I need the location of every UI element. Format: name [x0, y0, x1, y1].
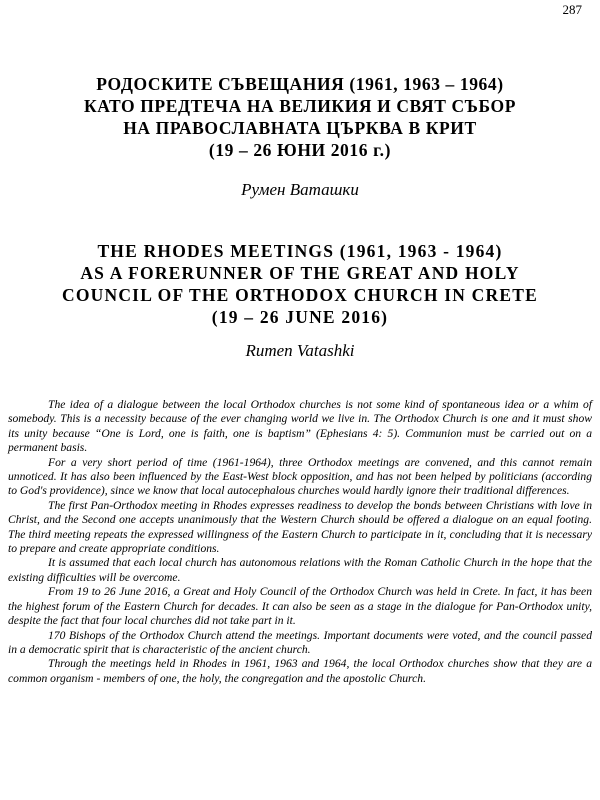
abstract-paragraph: It is assumed that each local church has autonomous relations with the Roman Catholic Church in the hope that the existing difficulties will be overcome. [8, 556, 592, 584]
bulgarian-title-line: (19 – 26 ЮНИ 2016 г.) [208, 140, 392, 160]
abstract-paragraph: 170 Bishops of the Orthodox Church attend the meetings. Important documents were voted, and the council passed in a democratic spirit that is characteristic of the ancient church. [8, 628, 592, 656]
bulgarian-title-line: РОДОСКИТЕ СЪВЕЩАНИЯ (1961, 1963 – 1964) [96, 74, 504, 94]
bulgarian-title-line: КАТО ПРЕДТЕЧА НА ВЕЛИКИЯ И СВЯТ СЪБОР [84, 96, 516, 116]
bulgarian-author: Румен Ваташки [241, 180, 359, 199]
abstract-paragraph: The idea of a dialogue between the local Orthodox churches is not some kind of spontaneous idea or a whim of somebody. This is a necessity because of the ever changing world we live in. The Orthodox Church is one and it must show its unity because “One is Lord, one is faith, one is baptism” (Ephesians 4: 5). Communion must be carried out on a permanent basis. [8, 398, 592, 455]
bulgarian-title [10, 73, 590, 161]
abstract-paragraph: From 19 to 26 June 2016, a Great and Holy Council of the Orthodox Church was held in Crete. In fact, it has been the highest forum of the Eastern Church for decades. It can also be seen as a stage in the dialogue for Pan-Orthodox unity, despite the fact that four local churches did not take part in it. [8, 585, 592, 628]
bulgarian-title-line: НА ПРАВОСЛАВНАТА ЦЪРКВА В КРИТ [123, 118, 477, 138]
english-author: Rumen Vatashki [245, 341, 355, 360]
abstract-paragraph: For a very short period of time (1961-1964), three Orthodox meetings are convened, and this cannot remain unnoticed. It has also been influenced by the East-West block opposition, and has not been helped by politicians (according to God's providence), since we know that local autocephalous churches would hardly ignore their traditional differences. [8, 455, 592, 498]
english-title-line: COUNCIL OF THE ORTHODOX CHURCH IN CRETE [62, 285, 538, 305]
english-title [4, 240, 596, 328]
abstract [8, 398, 592, 686]
page-number: 287 [562, 2, 582, 17]
english-title-line: (19 – 26 JUNE 2016) [211, 307, 389, 327]
english-title-line: THE RHODES MEETINGS (1961, 1963 - 1964) [97, 241, 503, 261]
english-title-line: AS A FORERUNNER OF THE GREAT AND HOLY [80, 263, 520, 283]
abstract-paragraph: The first Pan-Orthodox meeting in Rhodes expresses readiness to develop the bonds between Christians with love in Christ, and the Second one accepts unanimously that the Western Church should be offered a dialogue on an equal footing. The third meeting repeats the expressed willingness of the Eastern Church to participate in it, concluding that it is necessary to prepare and create appropriate conditions. [8, 498, 592, 556]
abstract-paragraph: Through the meetings held in Rhodes in 1961, 1963 and 1964, the local Orthodox churches show that they are a common organism - members of one, the holy, the congregation and the apostolic Church. [8, 657, 592, 685]
